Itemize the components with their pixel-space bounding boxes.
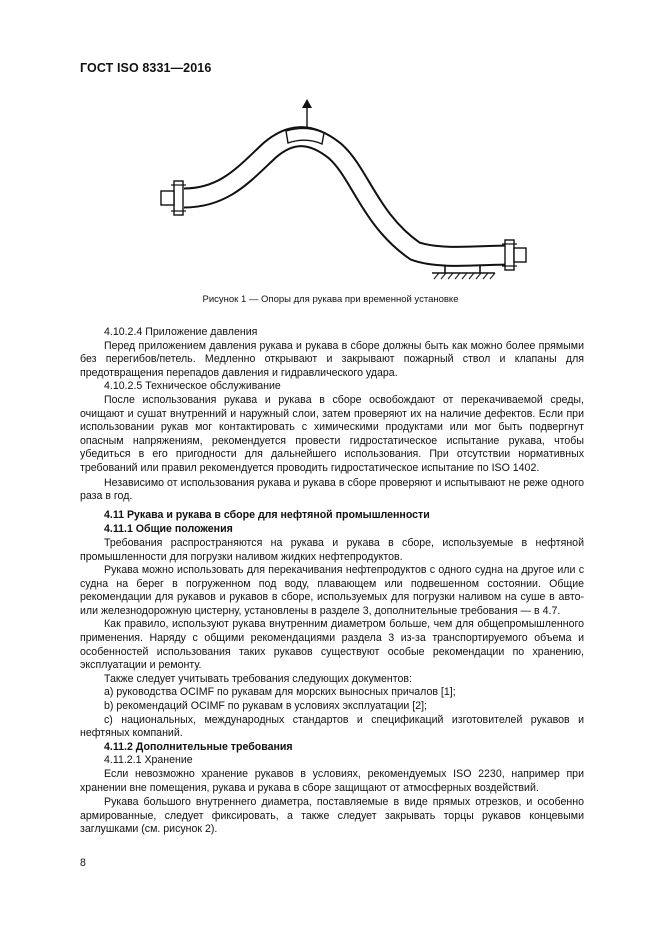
left-flange-stub [161,191,174,205]
lift-arrow-head [302,99,312,108]
paragraph: После использования рукава и рукава в сборе освобождают от перекачиваемой среды, очищают и сушат внутренний и наружный слои, затем проверяют их на наличие дефектов. Если при использовании рукав мог контактировать с химическими продуктами или мог быть подвергнут опасным напряжениям, рекомендуется провести гидростатическое испытание рукава, чтобы убедиться в его пригодности для дальнейшего использования. При отсутствии нормативных требований или правил рекомендуется проводить гидростатическое испытание по ISO 1402. [80,393,584,474]
section-4-10-2-5-heading: 4.10.2.5 Техническое обслуживание [104,380,281,393]
paragraph: Независимо от использования рукава и рукава в сборе проверяют и испытывают не реже одного раза в год. [80,476,584,503]
ground-hatching [434,273,495,279]
right-flange-stub [514,248,526,262]
paragraph: Также следует учитывать требования следующих документов: [104,672,412,685]
paragraph: Если невозможно хранение рукавов в условиях, рекомендуемых ISO 2230, например при хранении вне помещения, рукава и рукава в сборе защищают от атмосферных воздействий. [80,768,584,794]
list-item: b) рекомендаций OCIMF по рукавам в условиях эксплуатации [2]; [104,700,428,713]
section-4-11-heading: 4.11 Рукава и рукава в сборе для нефтяной промышленности [104,508,430,521]
section-4-10-2-4-heading: 4.10.2.4 Приложение давления [104,326,258,338]
body-text [80,326,584,837]
document-header: ГОСТ ISO 8331—2016 [80,61,212,75]
list-item: а) руководства OCIMF по рукавам для морских выносных причалов [1]; [104,686,456,699]
section-4-11-1-heading: 4.11.1 Общие положения [104,523,233,536]
paragraph: Перед приложением давления рукава и рукава в сборе должны быть как можно более прямыми без перегибов/петель. Медленно открывают и закрывают пожарный ствол и клапаны для предотвращения перепадов давления и гидравлического удара. [80,339,584,379]
hose-inner [184,137,512,257]
page-number: 8 [80,857,86,869]
paragraph: Рукава большого внутреннего диаметра, поставляемые в виде прямых отрезков, и особенно армированные, следует фиксировать, а также следует закрывать торцы рукавов концевыми заглушками (см. рисунок 2). [80,796,584,836]
figure-caption: Рисунок 1 — Опоры для рукава при временной установке [202,294,459,305]
section-4-11-2-heading: 4.11.2 Дополнительные требования [104,740,293,753]
section-4-11-2-1-heading: 4.11.2.1 Хранение [104,754,193,767]
paragraph: Как правило, используют рукава внутренним диаметром больше, чем для общепромышленного применения. Наряду с общими рекомендациями раздела 3 из-за транспортируемого объема и особенностей использования таких рукавов существуют особые рекомендации по хранению, эксплуатации и ремонту. [80,618,584,672]
hose-support-figure [150,95,540,280]
list-item: с) национальных, международных стандартов и спецификаций изготовителей рукавов и нефтяных компаний. [80,713,584,740]
left-flange [174,181,183,215]
paragraph: Рукава можно использовать для перекачивания нефтепродуктов с одного судна на другое или с судна на берег в погруженном под воду, плавающем или подвешенном состоянии. Общие рекомендации для рукавов и рукавов в сборе, используемых для погрузки наливом на суше в авто- или железнодорожную цистерну, установлены в разделе 3, дополнительные требования — в 4.7. [80,564,584,617]
paragraph: Требования распространяются на рукава и рукава в сборе, используемые в нефтяной промышленности для погрузки наливом жидких нефтепродуктов. [80,536,584,563]
